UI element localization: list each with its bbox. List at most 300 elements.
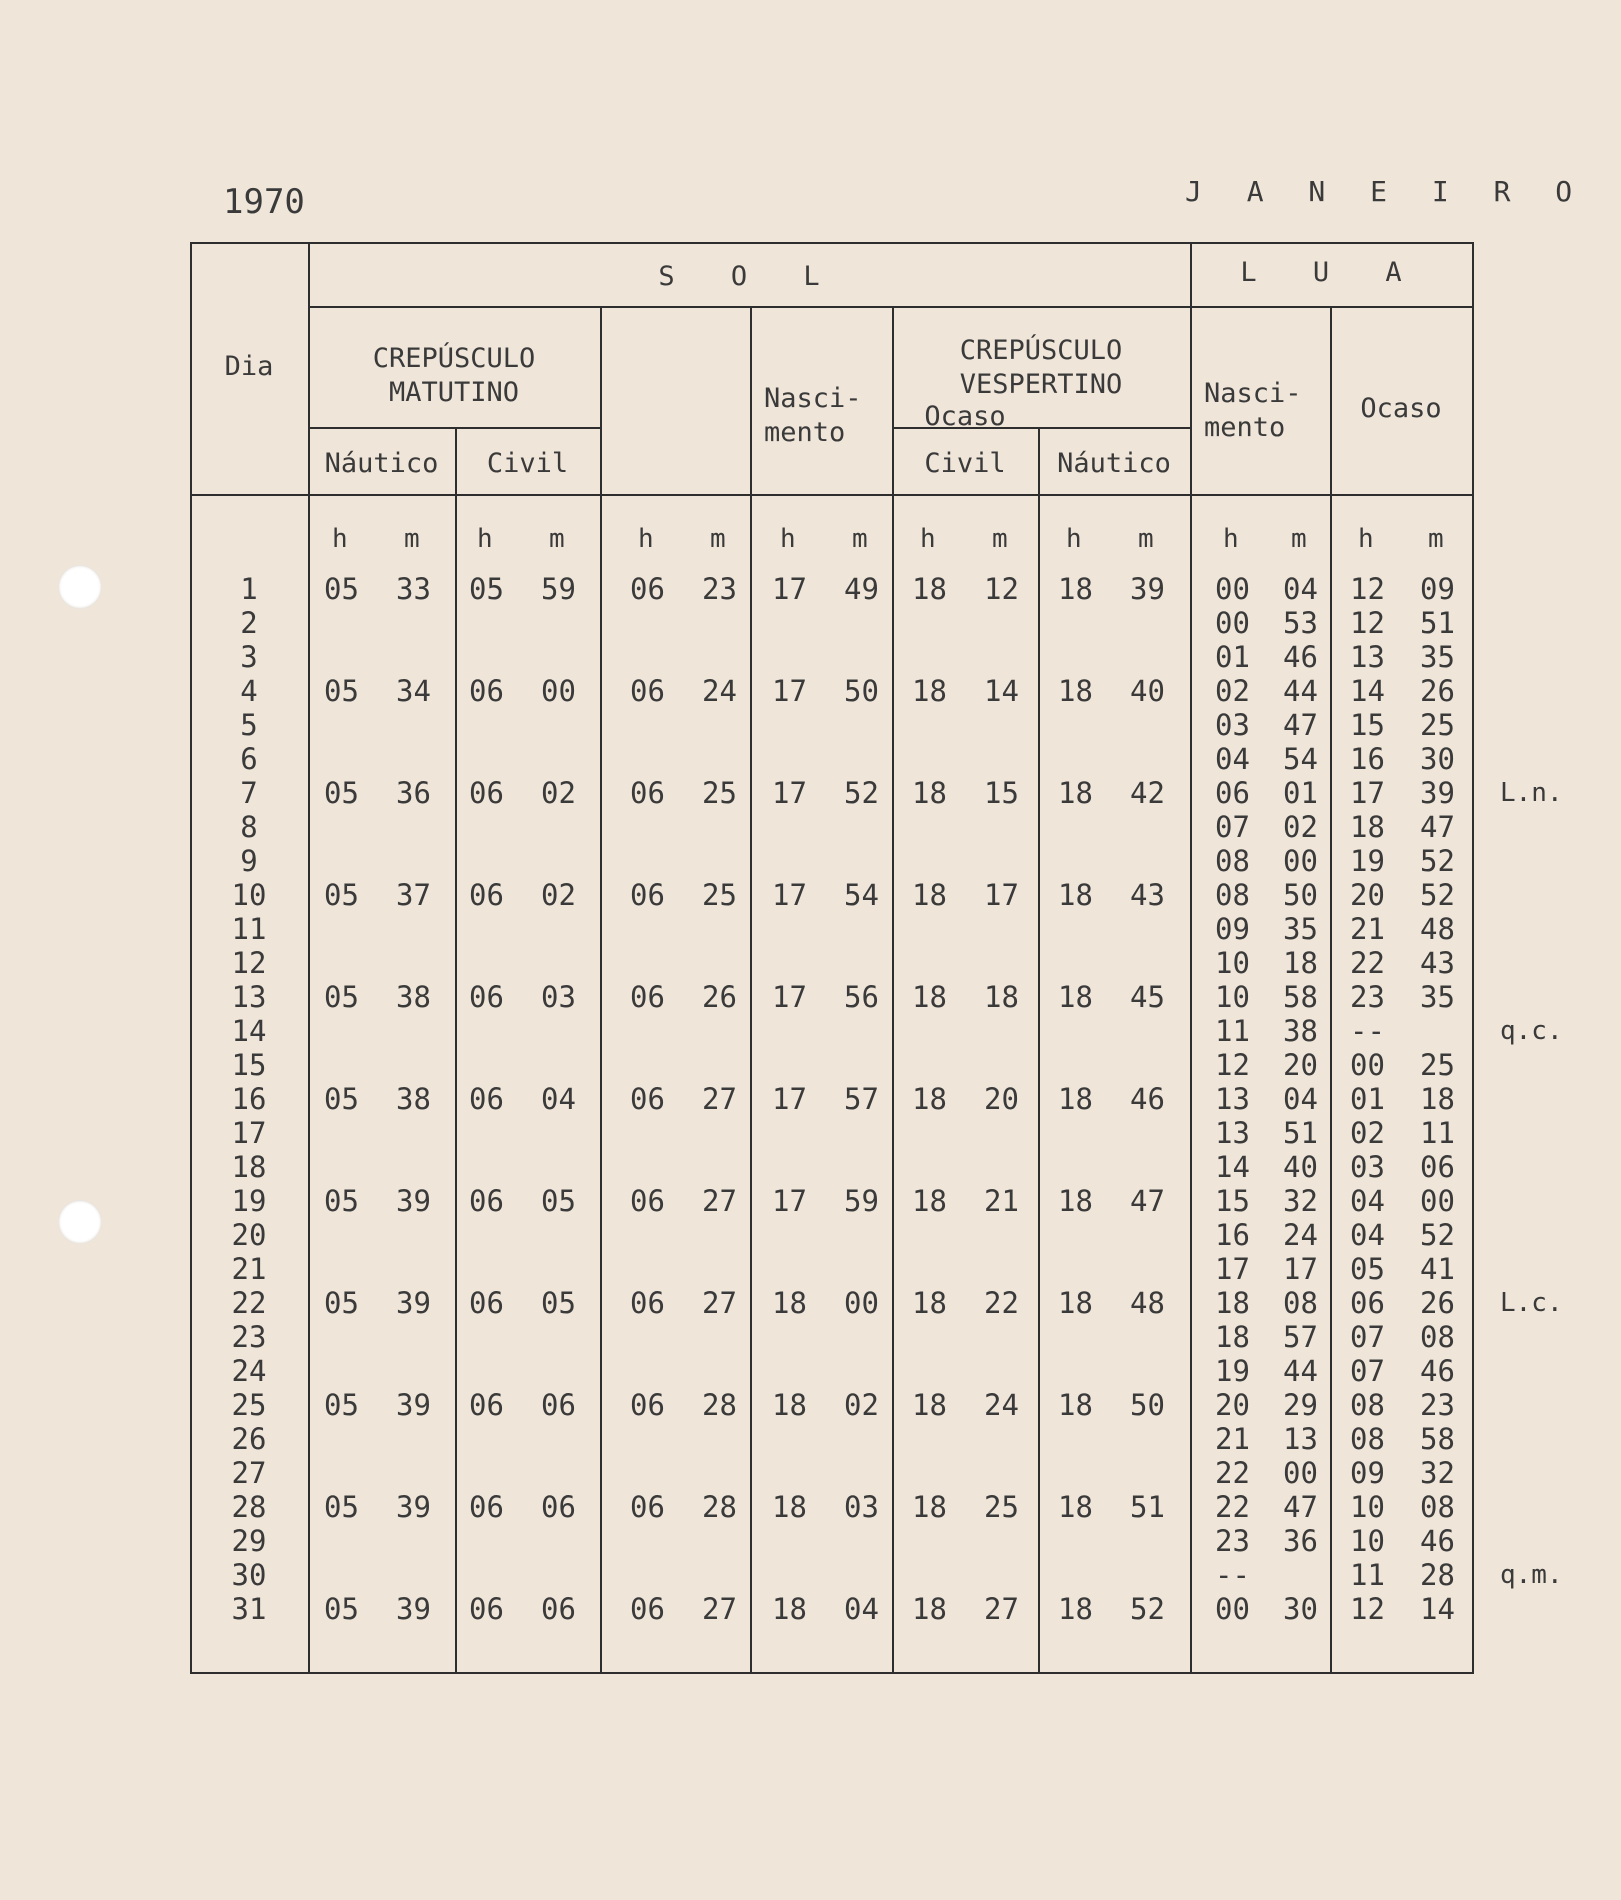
lua-ocaso-m: 11 [1420, 1116, 1455, 1150]
sol-sol-ocaso-m: 50 [844, 674, 879, 708]
day-number: 13 [231, 980, 267, 1014]
sol-vespertino-nautico-m: 47 [1130, 1184, 1165, 1218]
sol-matutino-civil-h: 06 [469, 776, 504, 810]
header-sol: S O L [658, 261, 840, 292]
sol-sol-nascimento-m: 23 [702, 572, 737, 606]
sol-matutino-nautico-h: 05 [324, 674, 359, 708]
lua-nascimento-h: 10 [1215, 980, 1250, 1014]
lua-ocaso-m: 25 [1420, 708, 1455, 742]
lua-ocaso-m: 28 [1420, 1558, 1455, 1592]
lua-nascimento-h-label: h [1223, 524, 1239, 554]
sol-matutino-nautico-h: 05 [324, 980, 359, 1014]
sol-vespertino-nautico-h: 18 [1058, 980, 1093, 1014]
sol-sol-ocaso-m: 56 [844, 980, 879, 1014]
lua-nascimento-h: 07 [1215, 810, 1250, 844]
sol-sol-ocaso-h: 17 [772, 776, 807, 810]
lua-ocaso-m: 52 [1420, 1218, 1455, 1252]
sol-sol-ocaso-h: 17 [772, 572, 807, 606]
day-number: 14 [231, 1014, 267, 1048]
lua-nascimento-h: 00 [1215, 572, 1250, 606]
lua-nascimento-h: 04 [1215, 742, 1250, 776]
day-number: 28 [231, 1490, 267, 1524]
lua-ocaso-h: 08 [1350, 1388, 1385, 1422]
sol-vespertino-civil-h: 18 [912, 1388, 947, 1422]
day-number: 23 [231, 1320, 267, 1354]
sol-sol-ocaso-m: 04 [844, 1592, 879, 1626]
day-number: 30 [231, 1558, 267, 1592]
sol-matutino-nautico-h: 05 [324, 1286, 359, 1320]
sol-sol-nascimento-m: 27 [702, 1286, 737, 1320]
sol-vespertino-nautico-h: 18 [1058, 1184, 1093, 1218]
sol-matutino-nautico-m: 39 [396, 1286, 431, 1320]
lua-ocaso-h: 02 [1350, 1116, 1385, 1150]
lua-nascimento-m: 17 [1283, 1252, 1318, 1286]
lua-ocaso-h: 06 [1350, 1286, 1385, 1320]
lua-nascimento-h: 13 [1215, 1116, 1250, 1150]
sol-matutino-civil-h: 06 [469, 1490, 504, 1524]
sol-matutino-nautico-m: 39 [396, 1184, 431, 1218]
lua-ocaso-h-label: h [1358, 524, 1374, 554]
lua-nascimento-h: 12 [1215, 1048, 1250, 1082]
lua-ocaso-h: 08 [1350, 1422, 1385, 1456]
lua-ocaso-h: -- [1350, 1014, 1385, 1048]
sol-sol-ocaso-h: 18 [772, 1592, 807, 1626]
lua-ocaso-m: 25 [1420, 1048, 1455, 1082]
sol-sol-nascimento-m: 26 [702, 980, 737, 1014]
nascimento-divider [750, 306, 752, 1674]
matutino-civil-h-label: h [477, 524, 493, 554]
vespertino-nautico-h-label: h [1066, 524, 1082, 554]
group-header-rule [308, 306, 1474, 308]
punch-hole-top [58, 565, 102, 609]
lua-nascimento-m: 51 [1283, 1116, 1318, 1150]
lua-ocaso-h: 23 [1350, 980, 1385, 1014]
lua-nascimento-h: 11 [1215, 1014, 1250, 1048]
lua-nascimento-m: 04 [1283, 1082, 1318, 1116]
sol-vespertino-civil-m: 27 [984, 1592, 1019, 1626]
lua-nascimento-m: 18 [1283, 946, 1318, 980]
lua-nascimento-m: 32 [1283, 1184, 1318, 1218]
sol-nascimento-h-label: h [638, 524, 654, 554]
day-number: 16 [231, 1082, 267, 1116]
lua-ocaso-m: 14 [1420, 1592, 1455, 1626]
sol-vespertino-nautico-m: 45 [1130, 980, 1165, 1014]
lua-ocaso-h: 22 [1350, 946, 1385, 980]
sol-sol-ocaso-m: 54 [844, 878, 879, 912]
sol-matutino-nautico-h: 05 [324, 776, 359, 810]
header-lua-ocaso: Ocaso [1360, 393, 1442, 424]
lua-ocaso-h: 16 [1350, 742, 1385, 776]
sol-matutino-nautico-m: 36 [396, 776, 431, 810]
sol-sol-nascimento-h: 06 [630, 776, 665, 810]
sol-vespertino-civil-h: 18 [912, 1490, 947, 1524]
lua-ocaso-h: 17 [1350, 776, 1385, 810]
sol-vespertino-civil-h: 18 [912, 878, 947, 912]
sol-matutino-civil-m: 03 [541, 980, 576, 1014]
sol-matutino-nautico-m: 38 [396, 980, 431, 1014]
sol-matutino-nautico-m: 34 [396, 674, 431, 708]
sol-vespertino-nautico-h: 18 [1058, 572, 1093, 606]
sol-vespertino-civil-m: 21 [984, 1184, 1019, 1218]
lua-nascimento-m: 08 [1283, 1286, 1318, 1320]
day-number: 4 [240, 674, 258, 708]
sol-vespertino-nautico-h: 18 [1058, 674, 1093, 708]
civil-nautico-divider [1038, 427, 1040, 1674]
sol-sol-ocaso-h: 17 [772, 1184, 807, 1218]
sol-sol-nascimento-m: 25 [702, 776, 737, 810]
lua-nascimento-m: 47 [1283, 1490, 1318, 1524]
sol-matutino-civil-m: 02 [541, 878, 576, 912]
lua-nascimento-h: 08 [1215, 844, 1250, 878]
lua-nascimento-h: 22 [1215, 1456, 1250, 1490]
lua-ocaso-m: 51 [1420, 606, 1455, 640]
nautico-civil-divider [455, 427, 457, 1674]
lua-nascimento-m: 44 [1283, 1354, 1318, 1388]
sol-vespertino-nautico-h: 18 [1058, 1490, 1093, 1524]
sol-matutino-nautico-h: 05 [324, 1490, 359, 1524]
lua-nascimento-m: 46 [1283, 640, 1318, 674]
day-number: 15 [231, 1048, 267, 1082]
lua-ocaso-m: 47 [1420, 810, 1455, 844]
sol-matutino-nautico-m: 38 [396, 1082, 431, 1116]
lua-ocaso-h: 10 [1350, 1490, 1385, 1524]
sol-sol-ocaso-m: 49 [844, 572, 879, 606]
lua-nascimento-m: 53 [1283, 606, 1318, 640]
almanac-table [190, 242, 1563, 1674]
sol-matutino-nautico-h: 05 [324, 1592, 359, 1626]
sol-matutino-civil-m: 05 [541, 1184, 576, 1218]
header-crepusculo-matutino-line2: MATUTINO [388, 377, 520, 408]
sol-matutino-civil-m: 06 [541, 1490, 576, 1524]
lua-nascimento-h: 02 [1215, 674, 1250, 708]
lua-nascimento-m: 20 [1283, 1048, 1318, 1082]
sol-vespertino-nautico-h: 18 [1058, 1592, 1093, 1626]
lua-nascimento-h: 21 [1215, 1422, 1250, 1456]
sol-sol-ocaso-h: 17 [772, 1082, 807, 1116]
header-lua: L U A [1240, 257, 1422, 288]
lua-ocaso-h: 09 [1350, 1456, 1385, 1490]
matutino-nautico-h-label: h [332, 524, 348, 554]
lua-ocaso-h: 12 [1350, 1592, 1385, 1626]
sol-ocaso-h-label: h [780, 524, 796, 554]
lua-ocaso-h: 07 [1350, 1354, 1385, 1388]
lua-ocaso-m: 26 [1420, 674, 1455, 708]
lua-ocaso-m: 30 [1420, 742, 1455, 776]
sol-sol-nascimento-h: 06 [630, 1490, 665, 1524]
sol-sol-nascimento-m: 28 [702, 1388, 737, 1422]
sol-sol-nascimento-m: 27 [702, 1592, 737, 1626]
day-number: 1 [240, 572, 258, 606]
sol-matutino-civil-m: 59 [541, 572, 576, 606]
sol-matutino-nautico-h: 05 [324, 1184, 359, 1218]
sol-vespertino-civil-h: 18 [912, 1592, 947, 1626]
sol-vespertino-civil-m: 24 [984, 1388, 1019, 1422]
lua-nascimento-m: 24 [1283, 1218, 1318, 1252]
lua-ocaso-h: 04 [1350, 1184, 1385, 1218]
sol-matutino-nautico-h: 05 [324, 1388, 359, 1422]
sol-matutino-nautico-m: 39 [396, 1388, 431, 1422]
lua-ocaso-h: 12 [1350, 572, 1385, 606]
lua-nascimento-h: 00 [1215, 606, 1250, 640]
lua-nascimento-m: 50 [1283, 878, 1318, 912]
sol-sol-ocaso-h: 18 [772, 1286, 807, 1320]
sol-matutino-civil-m: 06 [541, 1592, 576, 1626]
vespertino-civil-m-label: m [992, 524, 1008, 554]
lua-ocaso-m: 48 [1420, 912, 1455, 946]
day-number: 9 [240, 844, 258, 878]
lua-ocaso-h: 00 [1350, 1048, 1385, 1082]
lua-nascimento-h: 06 [1215, 776, 1250, 810]
lua-nascimento-m: 38 [1283, 1014, 1318, 1048]
sol-sol-nascimento-h: 06 [630, 878, 665, 912]
vespertino-nautico-m-label: m [1138, 524, 1154, 554]
sol-vespertino-civil-m: 17 [984, 878, 1019, 912]
sol-sol-ocaso-h: 18 [772, 1490, 807, 1524]
day-number: 21 [231, 1252, 267, 1286]
lua-ocaso-h: 12 [1350, 606, 1385, 640]
lua-nascimento-m: 00 [1283, 1456, 1318, 1490]
sol-matutino-civil-m: 06 [541, 1388, 576, 1422]
day-number: 2 [240, 606, 258, 640]
moon-phase-note: q.c. [1500, 1016, 1563, 1046]
sol-matutino-nautico-m: 39 [396, 1490, 431, 1524]
day-number: 24 [231, 1354, 267, 1388]
table-top-border [190, 242, 1474, 244]
lua-nascimento-h: 03 [1215, 708, 1250, 742]
month-label: J A N E I R O [1185, 175, 1587, 208]
sol-vespertino-nautico-m: 39 [1130, 572, 1165, 606]
lua-ocaso-m: 41 [1420, 1252, 1455, 1286]
lua-nascimento-m: 00 [1283, 844, 1318, 878]
lua-ocaso-h: 04 [1350, 1218, 1385, 1252]
sol-sol-nascimento-h: 06 [630, 572, 665, 606]
lua-nascimento-m: 02 [1283, 810, 1318, 844]
day-number: 22 [231, 1286, 267, 1320]
sol-matutino-civil-m: 02 [541, 776, 576, 810]
header-sol-nascimento [750, 382, 906, 450]
sol-matutino-civil-h: 06 [469, 980, 504, 1014]
header-crepusculo-vespertino-line1: CREPÚSCULO [959, 335, 1123, 366]
lua-ocaso-h: 11 [1350, 1558, 1385, 1592]
header-lua-nascimento [1190, 377, 1344, 445]
sol-vespertino-nautico-m: 48 [1130, 1286, 1165, 1320]
lua-nascimento-m: 47 [1283, 708, 1318, 742]
header-matutino-nautico: Náutico [324, 448, 439, 479]
lua-ocaso-m: 06 [1420, 1150, 1455, 1184]
sol-matutino-civil-m: 00 [541, 674, 576, 708]
lua-nascimento-m-label: m [1291, 524, 1307, 554]
day-number: 29 [231, 1524, 267, 1558]
sol-matutino-civil-m: 05 [541, 1286, 576, 1320]
sol-matutino-civil-h: 06 [469, 1286, 504, 1320]
lua-ocaso-m: 58 [1420, 1422, 1455, 1456]
lua-inner-divider [1330, 306, 1332, 1674]
lua-ocaso-m: 08 [1420, 1320, 1455, 1354]
lua-nascimento-h: 13 [1215, 1082, 1250, 1116]
lua-nascimento-m: 01 [1283, 776, 1318, 810]
lua-nascimento-m: 36 [1283, 1524, 1318, 1558]
lua-nascimento-h: 14 [1215, 1150, 1250, 1184]
moon-phase-note: q.m. [1500, 1560, 1563, 1590]
day-number: 12 [231, 946, 267, 980]
sol-matutino-civil-h: 06 [469, 1082, 504, 1116]
header-vespertino-civil: Civil [924, 448, 1006, 479]
sol-vespertino-nautico-m: 50 [1130, 1388, 1165, 1422]
sol-vespertino-civil-m: 14 [984, 674, 1019, 708]
lua-ocaso-m: 09 [1420, 572, 1455, 606]
day-number: 26 [231, 1422, 267, 1456]
sol-vespertino-nautico-h: 18 [1058, 878, 1093, 912]
lua-ocaso-m: 23 [1420, 1388, 1455, 1422]
lua-nascimento-h: 18 [1215, 1320, 1250, 1354]
sol-sol-nascimento-h: 06 [630, 674, 665, 708]
lua-ocaso-m: 52 [1420, 844, 1455, 878]
sol-nascimento-m-label: m [710, 524, 726, 554]
sol-sol-ocaso-m: 59 [844, 1184, 879, 1218]
sol-vespertino-civil-h: 18 [912, 1082, 947, 1116]
lua-ocaso-h: 07 [1350, 1320, 1385, 1354]
lua-nascimento-h: 18 [1215, 1286, 1250, 1320]
sol-sol-nascimento-h: 06 [630, 1388, 665, 1422]
lua-ocaso-m: 52 [1420, 878, 1455, 912]
vespertino-civil-h-label: h [920, 524, 936, 554]
lua-nascimento-h: 00 [1215, 1592, 1250, 1626]
sol-sol-nascimento-m: 27 [702, 1184, 737, 1218]
sol-sol-nascimento-h: 06 [630, 1286, 665, 1320]
sol-vespertino-nautico-m: 42 [1130, 776, 1165, 810]
sol-sol-nascimento-m: 28 [702, 1490, 737, 1524]
sol-vespertino-nautico-h: 18 [1058, 1286, 1093, 1320]
lua-nascimento-h: 09 [1215, 912, 1250, 946]
header-matutino-civil: Civil [486, 448, 569, 479]
lua-ocaso-h: 18 [1350, 810, 1385, 844]
sol-matutino-civil-h: 06 [469, 1592, 504, 1626]
sol-sol-ocaso-h: 18 [772, 1388, 807, 1422]
day-number: 10 [231, 878, 267, 912]
lua-nascimento-h: 16 [1215, 1218, 1250, 1252]
matutino-sub-rule [308, 427, 600, 429]
day-number: 25 [231, 1388, 267, 1422]
lua-ocaso-m: 26 [1420, 1286, 1455, 1320]
lua-ocaso-h: 15 [1350, 708, 1385, 742]
header-sol-nascimento-line2: mento [764, 417, 846, 448]
sol-matutino-civil-h: 06 [469, 878, 504, 912]
day-number: 8 [240, 810, 258, 844]
year-label: 1970 [223, 182, 305, 222]
sol-sol-ocaso-h: 17 [772, 674, 807, 708]
lua-ocaso-m: 39 [1420, 776, 1455, 810]
sol-vespertino-nautico-h: 18 [1058, 1388, 1093, 1422]
matutino-nautico-m-label: m [404, 524, 420, 554]
sol-vespertino-civil-h: 18 [912, 980, 947, 1014]
lua-nascimento-h: 01 [1215, 640, 1250, 674]
lua-nascimento-m: 57 [1283, 1320, 1318, 1354]
lua-nascimento-h: 20 [1215, 1388, 1250, 1422]
sol-vespertino-civil-m: 25 [984, 1490, 1019, 1524]
lua-ocaso-h: 03 [1350, 1150, 1385, 1184]
sol-sol-nascimento-h: 06 [630, 1082, 665, 1116]
sol-matutino-civil-h: 05 [469, 572, 504, 606]
sol-sol-nascimento-h: 06 [630, 1592, 665, 1626]
sol-vespertino-civil-h: 18 [912, 674, 947, 708]
header-sol-nascimento-line1: Nasci- [764, 383, 862, 414]
sol-vespertino-nautico-m: 51 [1130, 1490, 1165, 1524]
sol-sol-nascimento-m: 25 [702, 878, 737, 912]
header-crepusculo-vespertino-line2: VESPERTINO [959, 369, 1123, 400]
table-bottom-border [190, 1672, 1474, 1674]
day-number: 31 [231, 1592, 267, 1626]
moon-phase-note: L.c. [1500, 1288, 1563, 1318]
lua-nascimento-m: 30 [1283, 1592, 1318, 1626]
header-crepusculo-vespertino [892, 334, 1190, 402]
lua-nascimento-m: 58 [1283, 980, 1318, 1014]
lua-ocaso-m: 46 [1420, 1524, 1455, 1558]
header-dia: Dia [224, 351, 274, 382]
sol-matutino-civil-m: 04 [541, 1082, 576, 1116]
header-crepusculo-matutino-line1: CREPÚSCULO [372, 343, 536, 374]
header-lua-nascimento-line1: Nasci- [1204, 378, 1302, 409]
lua-ocaso-m: 43 [1420, 946, 1455, 980]
day-number: 5 [240, 708, 258, 742]
day-number: 17 [231, 1116, 267, 1150]
sol-vespertino-nautico-m: 52 [1130, 1592, 1165, 1626]
matutino-divider [600, 306, 602, 1674]
ocaso-divider [892, 306, 894, 1674]
lua-ocaso-m: 46 [1420, 1354, 1455, 1388]
lua-ocaso-h: 13 [1350, 640, 1385, 674]
lua-ocaso-h: 21 [1350, 912, 1385, 946]
lua-ocaso-m: 35 [1420, 980, 1455, 1014]
lua-ocaso-m: 08 [1420, 1490, 1455, 1524]
sol-matutino-nautico-m: 33 [396, 572, 431, 606]
lua-nascimento-h: 17 [1215, 1252, 1250, 1286]
sol-sol-ocaso-m: 03 [844, 1490, 879, 1524]
matutino-civil-m-label: m [549, 524, 565, 554]
sol-matutino-nautico-h: 05 [324, 878, 359, 912]
day-number: 19 [231, 1184, 267, 1218]
day-number: 20 [231, 1218, 267, 1252]
sol-vespertino-civil-m: 18 [984, 980, 1019, 1014]
sol-vespertino-civil-h: 18 [912, 776, 947, 810]
day-number: 6 [240, 742, 258, 776]
sol-sol-nascimento-h: 06 [630, 1184, 665, 1218]
moon-phase-note: L.n. [1500, 778, 1563, 808]
lua-nascimento-m: 54 [1283, 742, 1318, 776]
header-crepusculo-matutino [308, 342, 600, 410]
day-number: 3 [240, 640, 258, 674]
sol-vespertino-nautico-h: 18 [1058, 776, 1093, 810]
lua-nascimento-h: 23 [1215, 1524, 1250, 1558]
sol-vespertino-civil-m: 22 [984, 1286, 1019, 1320]
sol-sol-ocaso-m: 00 [844, 1286, 879, 1320]
lua-nascimento-h: -- [1215, 1558, 1250, 1592]
sol-vespertino-civil-h: 18 [912, 1286, 947, 1320]
lua-ocaso-m: 00 [1420, 1184, 1455, 1218]
lua-ocaso-m: 32 [1420, 1456, 1455, 1490]
sol-vespertino-civil-m: 20 [984, 1082, 1019, 1116]
header-bottom-rule [190, 494, 1474, 496]
sol-vespertino-nautico-m: 43 [1130, 878, 1165, 912]
sol-matutino-nautico-h: 05 [324, 1082, 359, 1116]
lua-nascimento-h: 22 [1215, 1490, 1250, 1524]
sol-matutino-civil-h: 06 [469, 1388, 504, 1422]
header-vespertino-nautico: Náutico [1057, 448, 1171, 479]
lua-nascimento-h: 19 [1215, 1354, 1250, 1388]
sol-sol-ocaso-m: 57 [844, 1082, 879, 1116]
sol-vespertino-nautico-m: 40 [1130, 674, 1165, 708]
lua-nascimento-m: 04 [1283, 572, 1318, 606]
sol-vespertino-nautico-h: 18 [1058, 1082, 1093, 1116]
